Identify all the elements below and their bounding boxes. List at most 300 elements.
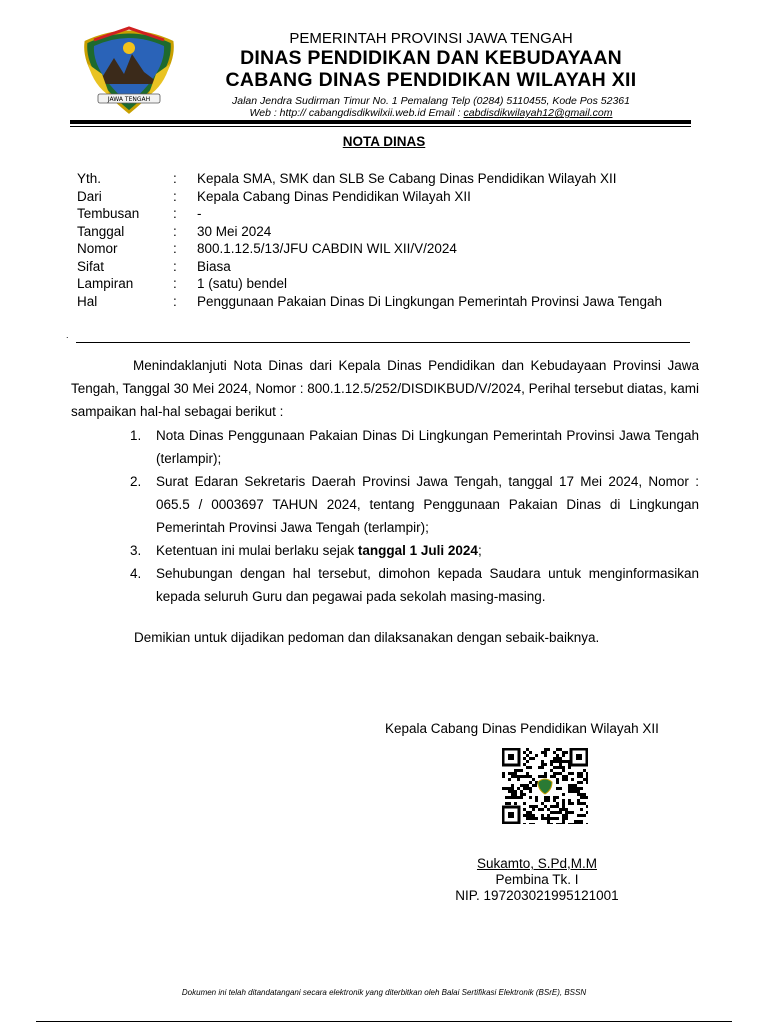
qr-module <box>565 811 568 814</box>
qr-module <box>550 760 553 763</box>
qr-module <box>520 796 523 799</box>
qr-module <box>514 775 517 778</box>
qr-module <box>523 763 526 766</box>
qr-module <box>523 814 526 817</box>
qr-module <box>526 787 529 790</box>
qr-module <box>544 817 547 820</box>
list-text <box>156 539 699 562</box>
qr-module <box>568 790 571 793</box>
qr-module <box>526 775 529 778</box>
qr-module <box>565 775 568 778</box>
qr-module <box>529 757 532 760</box>
qr-module <box>535 799 538 802</box>
header-separator-line <box>76 342 690 343</box>
qr-module <box>544 772 547 775</box>
qr-module <box>517 775 520 778</box>
qr-module <box>556 781 559 784</box>
qr-module <box>577 793 580 796</box>
meta-key: Nomor <box>77 241 118 256</box>
qr-module <box>556 766 559 769</box>
meta-row <box>77 293 697 311</box>
qr-module <box>553 817 556 820</box>
qr-module <box>565 808 568 811</box>
qr-module <box>562 793 565 796</box>
numbered-list <box>130 424 699 608</box>
qr-module <box>511 784 514 787</box>
qr-module <box>580 793 583 796</box>
qr-module <box>568 772 571 775</box>
qr-module <box>574 790 577 793</box>
qr-module <box>562 778 565 781</box>
qr-module <box>526 784 529 787</box>
qr-module <box>529 817 532 820</box>
meta-colon: : <box>173 223 177 239</box>
qr-module <box>532 805 535 808</box>
qr-module <box>541 775 544 778</box>
qr-module <box>562 823 565 824</box>
intro-paragraph: Menindaklanjuti Nota Dinas dari Kepala Dinas Pendidikan dan Kebudayaan Provinsi Jawa Tengah, Tanggal 30 Mei 2024, Nomor : 800.1.12.5/252/DISDIKBUD/V/2024, Perihal tersebut diatas, kami sampaikan hal-hal sebagai berikut : <box>71 358 699 419</box>
qr-module <box>523 793 526 796</box>
qr-module <box>547 814 550 817</box>
meta-colon: : <box>173 293 177 309</box>
qr-module <box>550 823 553 824</box>
qr-module <box>535 796 538 799</box>
meta-key: Sifat <box>77 258 105 274</box>
meta-row <box>77 240 697 258</box>
qr-module <box>514 772 517 775</box>
letterhead-address: Jalan Jendra Sudirman Timur No. 1 Pemalang Telp (0284) 5110455, Kode Pos 52361 <box>232 95 630 107</box>
list-text: Surat Edaran Sekretaris Daerah Provinsi Jawa Tengah, tanggal 17 Mei 2024, Nomor : 065.5 / 0003697 TAHUN 2024, tentang Penggunaan Pakaian Dinas di Lingkungan Pemerintah Provinsi Jawa Tengah (terlampir); <box>156 474 699 535</box>
qr-code-signature <box>502 748 588 824</box>
meta-key: Hal <box>77 293 98 309</box>
qr-module <box>535 817 538 820</box>
qr-module <box>562 754 565 757</box>
meta-key: Dari <box>77 188 102 204</box>
qr-module <box>562 766 565 769</box>
qr-module <box>562 817 565 820</box>
qr-module <box>544 763 547 766</box>
qr-module <box>547 823 550 824</box>
qr-module <box>541 763 544 766</box>
qr-module <box>583 802 586 805</box>
qr-module <box>580 796 583 799</box>
qr-module <box>571 811 574 814</box>
qr-module <box>547 799 550 802</box>
qr-module <box>505 796 508 799</box>
qr-module <box>559 808 562 811</box>
effective-date: tanggal 1 Juli 2024 <box>357 543 478 558</box>
qr-module <box>571 790 574 793</box>
qr-module <box>559 766 562 769</box>
letterhead-branch: CABANG DINAS PENDIDIKAN WILAYAH XII <box>225 69 637 91</box>
qr-module <box>520 784 523 787</box>
qr-module <box>571 784 574 787</box>
qr-module <box>568 799 571 802</box>
qr-module <box>580 820 583 823</box>
qr-module <box>541 766 544 769</box>
qr-module <box>523 808 526 811</box>
qr-module <box>541 760 544 763</box>
qr-module <box>553 751 556 754</box>
qr-module <box>553 760 556 763</box>
meta-value: Kepala Cabang Dinas Pendidikan Wilayah XII <box>197 188 471 204</box>
qr-module <box>586 823 588 824</box>
qr-module <box>586 778 588 781</box>
qr-module <box>517 787 520 790</box>
qr-module <box>520 790 523 793</box>
letterhead-agency: DINAS PENDIDIKAN DAN KEBUDAYAAN <box>240 47 622 69</box>
qr-module <box>580 814 583 817</box>
qr-module <box>562 799 565 802</box>
qr-module <box>556 748 559 751</box>
qr-module <box>580 775 583 778</box>
qr-module <box>559 763 562 766</box>
qr-module <box>532 817 535 820</box>
qr-module <box>577 787 580 790</box>
qr-module <box>520 775 523 778</box>
qr-module <box>532 778 535 781</box>
footer-line <box>36 1021 732 1022</box>
meta-key: Yth. <box>77 171 102 186</box>
qr-module <box>514 802 517 805</box>
signatory-nip: NIP. 197203021995121001 <box>455 888 619 903</box>
letterhead-government: PEMERINTAH PROVINSI JAWA TENGAH <box>289 30 573 47</box>
qr-module <box>544 751 547 754</box>
list-item <box>130 470 699 539</box>
qr-module <box>556 805 559 808</box>
qr-module <box>571 823 574 824</box>
qr-module <box>535 754 538 757</box>
qr-module <box>508 778 511 781</box>
qr-module <box>565 778 568 781</box>
qr-module <box>538 808 541 811</box>
qr-module <box>523 802 526 805</box>
qr-module <box>565 760 568 763</box>
qr-module <box>556 754 559 757</box>
qr-module <box>514 790 517 793</box>
qr-module <box>547 796 550 799</box>
qr-module <box>529 787 532 790</box>
qr-module <box>556 772 559 775</box>
meta-colon: : <box>173 171 177 186</box>
list-text-after: ; <box>477 543 482 558</box>
qr-module <box>529 775 532 778</box>
qr-module <box>529 811 532 814</box>
qr-module <box>553 766 556 769</box>
meta-colon: : <box>173 206 177 221</box>
qr-module <box>571 802 574 805</box>
qr-module <box>559 748 562 751</box>
qr-module <box>529 805 532 808</box>
qr-module <box>544 754 547 757</box>
qr-module <box>514 769 517 772</box>
qr-module <box>586 781 588 784</box>
qr-module <box>550 817 553 820</box>
list-text: Nota Dinas Penggunaan Pakaian Dinas Di Lingkungan Pemerintah Provinsi Jawa Tengah (terlampir); <box>156 428 699 466</box>
qr-module <box>553 799 556 802</box>
qr-module <box>514 796 517 799</box>
qr-module <box>535 805 538 808</box>
list-text: Sehubungan dengan hal tersebut, dimohon kepada Saudara untuk menginformasikan kepada seluruh Guru dan pegawai pada sekolah masing-masing. <box>156 566 699 604</box>
qr-module <box>562 760 565 763</box>
qr-module <box>529 823 532 824</box>
meta-colon: : <box>173 276 177 291</box>
meta-value: Penggunaan Pakaian Dinas Di Lingkungan Pemerintah Provinsi Jawa Tengah <box>197 293 663 309</box>
qr-module <box>526 766 529 769</box>
qr-module <box>556 811 559 814</box>
qr-module <box>529 751 532 754</box>
qr-module <box>502 775 505 778</box>
qr-module <box>568 823 571 824</box>
meta-value: Biasa <box>197 258 231 274</box>
qr-module <box>523 751 526 754</box>
qr-module <box>583 814 586 817</box>
qr-module <box>532 814 535 817</box>
qr-module <box>553 811 556 814</box>
qr-module <box>586 772 588 775</box>
qr-module <box>517 769 520 772</box>
list-item <box>130 539 699 562</box>
qr-module <box>574 820 577 823</box>
qr-module <box>553 775 556 778</box>
qr-module <box>538 766 541 769</box>
qr-module <box>508 772 511 775</box>
qr-module <box>526 754 529 757</box>
qr-module <box>544 805 547 808</box>
letterhead-rule-thick <box>70 120 691 124</box>
qr-module <box>544 748 547 751</box>
qr-module <box>580 808 583 811</box>
qr-module <box>556 802 559 805</box>
qr-module <box>562 769 565 772</box>
qr-module <box>565 751 568 754</box>
qr-module <box>556 760 559 763</box>
signatory-name: Sukamto, S.Pd,M.M <box>476 856 598 871</box>
document-title: NOTA DINAS <box>342 134 426 149</box>
qr-module <box>526 772 529 775</box>
qr-module <box>577 814 580 817</box>
qr-module <box>511 790 514 793</box>
qr-module <box>559 757 562 760</box>
qr-module <box>565 814 568 817</box>
meta-colon: : <box>173 188 177 204</box>
qr-module <box>508 796 511 799</box>
qr-module <box>550 805 553 808</box>
letterhead-email[interactable]: cabdisdikwilayah12@gmail.com <box>463 107 613 119</box>
qr-module <box>523 787 526 790</box>
qr-module <box>532 808 535 811</box>
qr-module <box>532 757 535 760</box>
qr-module <box>523 823 526 824</box>
qr-module <box>574 787 577 790</box>
qr-module <box>556 778 559 781</box>
qr-module <box>529 781 532 784</box>
meta-value: 1 (satu) bendel <box>197 276 288 291</box>
qr-module <box>550 775 553 778</box>
qr-module <box>580 787 583 790</box>
list-item <box>130 562 699 608</box>
qr-module <box>559 760 562 763</box>
qr-module <box>586 805 588 808</box>
qr-module <box>532 823 535 824</box>
list-number: 3. <box>130 543 142 558</box>
qr-module <box>568 787 571 790</box>
qr-module <box>556 757 559 760</box>
qr-module <box>541 808 544 811</box>
list-number: 1. <box>130 428 142 443</box>
qr-module <box>547 817 550 820</box>
meta-key: Lampiran <box>77 276 134 291</box>
qr-module <box>568 802 571 805</box>
qr-module <box>559 772 562 775</box>
qr-module <box>586 811 588 814</box>
logo-text: JAWA TENGAH <box>107 96 151 103</box>
qr-module <box>526 817 529 820</box>
meta-key: Tembusan <box>77 206 140 221</box>
qr-module <box>577 802 580 805</box>
qr-module <box>562 775 565 778</box>
signatory-rank: Pembina Tk. I <box>495 872 579 887</box>
qr-module <box>541 802 544 805</box>
qr-module <box>553 757 556 760</box>
qr-module <box>568 811 571 814</box>
qr-module <box>577 823 580 824</box>
qr-module <box>544 799 547 802</box>
qr-module <box>583 796 586 799</box>
qr-module <box>571 787 574 790</box>
meta-row <box>77 275 697 293</box>
signatory-title: Kepala Cabang Dinas Pendidikan Wilayah XII <box>385 721 659 736</box>
qr-module <box>523 784 526 787</box>
qr-module <box>517 796 520 799</box>
qr-module <box>559 811 562 814</box>
qr-module <box>583 778 586 781</box>
qr-module <box>511 772 514 775</box>
qr-module <box>550 811 553 814</box>
qr-module <box>559 787 562 790</box>
qr-module <box>541 814 544 817</box>
qr-module <box>577 820 580 823</box>
qr-module <box>562 751 565 754</box>
closing-paragraph: Demikian untuk dijadikan pedoman dan dilaksanakan dengan sebaik-baiknya. <box>134 630 600 645</box>
qr-module <box>556 823 559 824</box>
qr-module <box>550 763 553 766</box>
meta-row <box>77 205 697 223</box>
qr-module <box>577 775 580 778</box>
qr-module <box>574 823 577 824</box>
qr-module <box>553 805 556 808</box>
letterhead <box>196 30 666 119</box>
meta-value: - <box>197 206 202 221</box>
qr-module <box>544 775 547 778</box>
qr-module <box>526 748 529 751</box>
qr-module <box>583 793 586 796</box>
meta-value: 30 Mei 2024 <box>197 223 272 239</box>
qr-module <box>571 778 574 781</box>
list-text-before: Ketentuan ini mulai berlaku sejak <box>156 543 358 558</box>
qr-module <box>514 793 517 796</box>
qr-module <box>580 802 583 805</box>
qr-module <box>526 814 529 817</box>
qr-module <box>511 793 514 796</box>
qr-module <box>529 796 532 799</box>
stray-dot: . <box>66 330 69 340</box>
qr-module <box>562 805 565 808</box>
qr-module <box>544 796 547 799</box>
qr-module <box>562 820 565 823</box>
qr-module <box>556 796 559 799</box>
qr-module <box>577 781 580 784</box>
qr-module <box>526 811 529 814</box>
qr-module <box>562 808 565 811</box>
meta-colon: : <box>173 258 177 274</box>
qr-module <box>532 784 535 787</box>
qr-module <box>508 787 511 790</box>
qr-module <box>577 790 580 793</box>
qr-module <box>502 787 505 790</box>
meta-row <box>77 170 697 188</box>
qr-module <box>502 772 505 775</box>
meta-value: Kepala SMA, SMK dan SLB Se Cabang Dinas Pendidikan Wilayah XII <box>197 171 617 186</box>
qr-module <box>538 775 541 778</box>
list-number: 2. <box>130 474 142 489</box>
meta-key: Tanggal <box>77 223 125 239</box>
qr-module <box>508 790 511 793</box>
qr-module <box>508 802 511 805</box>
qr-module <box>577 799 580 802</box>
qr-module <box>547 820 550 823</box>
qr-module <box>529 766 532 769</box>
qr-module <box>556 787 559 790</box>
qr-module <box>547 808 550 811</box>
meta-row <box>77 258 697 276</box>
qr-module <box>550 769 553 772</box>
qr-module <box>580 772 583 775</box>
qr-module <box>562 802 565 805</box>
qr-module <box>505 802 508 805</box>
qr-module <box>517 778 520 781</box>
qr-module <box>523 775 526 778</box>
qr-module <box>553 796 556 799</box>
qr-module <box>505 787 508 790</box>
qr-module <box>553 772 556 775</box>
qr-module <box>580 781 583 784</box>
memo-header-table <box>77 170 697 310</box>
list-item <box>130 424 699 470</box>
qr-module <box>511 775 514 778</box>
qr-module <box>541 817 544 820</box>
qr-module <box>577 772 580 775</box>
qr-module <box>520 769 523 772</box>
electronic-signature-footer: Dokumen ini telah ditandatangani secara elektronik yang diterbitkan oleh Balai Sertifikasi Elektronik (BSrE), BSSN <box>181 988 587 997</box>
qr-module <box>529 814 532 817</box>
qr-module <box>586 775 588 778</box>
qr-module <box>586 796 588 799</box>
qr-module <box>580 823 583 824</box>
qr-module <box>523 757 526 760</box>
meta-colon: : <box>173 241 177 256</box>
qr-module <box>562 814 565 817</box>
qr-module <box>526 760 529 763</box>
qr-module <box>559 823 562 824</box>
meta-row <box>77 188 697 206</box>
qr-module <box>568 784 571 787</box>
qr-module <box>511 796 514 799</box>
qr-module <box>520 793 523 796</box>
meta-value: 800.1.12.5/13/JFU CABDIN WIL XII/V/2024 <box>197 241 457 256</box>
qr-module <box>565 817 568 820</box>
meta-row <box>77 223 697 241</box>
